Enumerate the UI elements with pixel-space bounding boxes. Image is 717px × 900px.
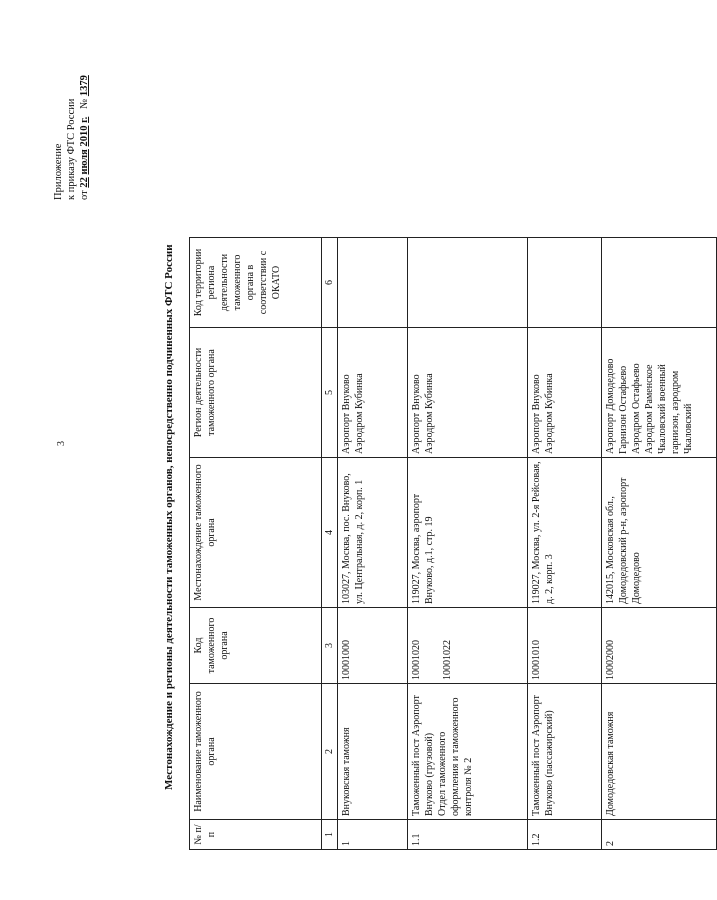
page-number: 3: [56, 441, 67, 446]
index-row: [322, 238, 338, 850]
row-name: Таможенный пост Аэропорт Внуково (пассажирский): [528, 684, 602, 820]
date-month: июля: [79, 149, 90, 175]
row-code: 10001010: [528, 608, 602, 684]
table-row: [528, 238, 602, 850]
date-year: 2010: [79, 125, 90, 147]
region-item: Аэродром Кубинка: [354, 373, 365, 454]
row-okato: [602, 238, 717, 328]
row-code: 10002000: [602, 608, 717, 684]
row-okato: [528, 238, 602, 328]
customs-table: [189, 237, 717, 850]
appendix-date-line: [78, 0, 91, 200]
row-num: 1: [338, 820, 408, 850]
index-cell: 1: [322, 820, 338, 850]
region-item: Чкаловский военный гарнизон, аэродром Чкаловский: [657, 364, 694, 454]
name-item: Таможенный пост Аэропорт Внуково (грузовой): [411, 695, 435, 816]
header-row: [190, 238, 322, 850]
row-region: [528, 328, 602, 458]
region-item: Аэропорт Домодедово: [605, 358, 616, 454]
row-name: Внуковская таможня: [338, 684, 408, 820]
header-okato: Код территории региона деятельности таможенного органа в соответствии с ОКАТО: [190, 238, 322, 328]
row-okato: [338, 238, 408, 328]
document-title: Местонахождение и регионы деятельности таможенных органов, непосредственно подчиненных ФТС России: [163, 244, 175, 790]
name-item: Отдел таможенного оформления и таможенного контроля № 2: [437, 697, 474, 816]
region-item: Аэродром Раменское: [644, 364, 655, 454]
header-location: Местонахождение таможенного органа: [190, 458, 322, 608]
code-item: 10001020: [411, 640, 422, 680]
table-row: [408, 238, 528, 850]
row-region: [408, 328, 528, 458]
table-row: [602, 238, 717, 850]
header-name: Наименование таможенного органа: [190, 684, 322, 820]
row-code: [408, 608, 528, 684]
index-cell: 3: [322, 608, 338, 684]
row-location: 119027, Москва, ул. 2-я Рейсовая, д. 2, корп. 3: [528, 458, 602, 608]
region-item: Аэродром Кубинка: [544, 373, 555, 454]
index-cell: 6: [322, 238, 338, 328]
date-year-suffix: г.: [79, 116, 90, 123]
row-num: 1.2: [528, 820, 602, 850]
header-region: Регион деятельности таможенного органа: [190, 328, 322, 458]
header-code: Код таможенного органа: [190, 608, 322, 684]
date-prefix: от: [79, 190, 90, 200]
row-region: [602, 328, 717, 458]
appendix-order-ref: к приказу ФТС России: [66, 98, 77, 200]
row-location: 119027, Москва, аэропорт Внуково, д.1, стр. 19: [408, 458, 528, 608]
region-item: Аэропорт Внуково: [411, 374, 422, 454]
region-item: Аэропорт Внуково: [341, 374, 352, 454]
order-number: 1379: [79, 75, 90, 97]
row-name: Домодедовская таможня: [602, 684, 717, 820]
index-cell: 5: [322, 328, 338, 458]
appendix-block: [52, 0, 91, 200]
region-item: Гарнизон Остафьево: [618, 365, 629, 454]
row-location: 103027, Москва, пос. Внуково, ул. Центральная, д. 2, корп. 1: [338, 458, 408, 608]
appendix-title: Приложение: [53, 143, 64, 200]
index-cell: 4: [322, 458, 338, 608]
code-item: 10001022: [442, 640, 453, 680]
row-okato: [408, 238, 528, 328]
header-num: № п/п: [190, 820, 322, 850]
row-location: 142015, Московская обл., Домодедовский р-н, аэропорт Домодедово: [602, 458, 717, 608]
row-name: [408, 684, 528, 820]
region-item: Аэродром Кубинка: [424, 373, 435, 454]
row-num: 1.1: [408, 820, 528, 850]
row-num: 2: [602, 820, 717, 850]
region-item: Аэродром Остафьево: [631, 363, 642, 454]
row-code: 10001000: [338, 608, 408, 684]
order-number-label: №: [79, 98, 90, 109]
date-day: 22: [79, 177, 90, 188]
row-region: [338, 328, 408, 458]
region-item: Аэропорт Внуково: [531, 374, 542, 454]
table-row: [338, 238, 408, 850]
index-cell: 2: [322, 684, 338, 820]
